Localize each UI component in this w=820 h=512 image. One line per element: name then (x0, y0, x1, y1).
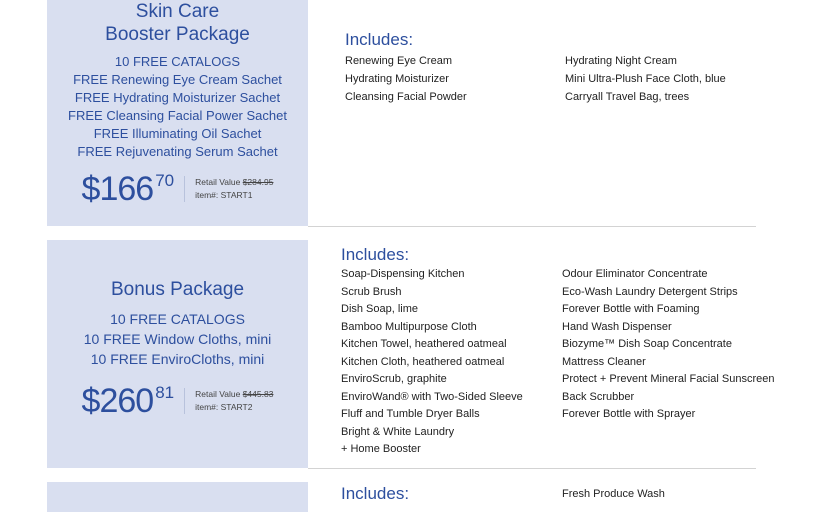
price-cents: 81 (155, 383, 175, 402)
list-item: Hydrating Night Cream (565, 55, 677, 67)
price (82, 382, 175, 420)
includes-heading: Includes: (341, 245, 410, 264)
list-item: Fresh Produce Wash (562, 488, 665, 500)
package-card-skin-care (47, 0, 308, 226)
perk-line: 10 FREE Window Cloths, mini (83, 331, 272, 347)
list-item: Bright & White Laundry (341, 425, 455, 438)
list-item: Dish Soap, lime (341, 303, 419, 315)
perk-line: 10 FREE CATALOGS (110, 311, 245, 327)
list-item: Forever Bottle with Foaming (562, 303, 700, 315)
package-title: Booster Package (105, 24, 250, 45)
list-item: + Home Booster (341, 443, 421, 455)
list-item: Cleansing Facial Powder (345, 91, 467, 103)
list-item: Mattress Cleaner (562, 355, 646, 368)
item-number: item#: START1 (195, 190, 253, 200)
list-item: Back Scrubber (562, 390, 635, 403)
list-item: Biozyme™ Dish Soap Concentrate (562, 338, 732, 350)
item-number: item#: START2 (195, 402, 253, 412)
price (82, 170, 175, 208)
price-meta (184, 176, 273, 202)
price-meta (184, 388, 273, 414)
price-dollars: 166 (99, 170, 154, 208)
package-title: Skin Care (135, 1, 220, 22)
perk-line: FREE Illuminating Oil Sachet (93, 126, 262, 141)
price-row (47, 170, 308, 208)
includes-list-2 (562, 486, 665, 504)
list-item: Kitchen Towel, heathered oatmeal (341, 338, 507, 350)
includes-heading: Includes: (345, 30, 414, 49)
list-item: Fluff and Tumble Dryer Balls (341, 408, 480, 420)
perk-line: FREE Hydrating Moisturizer Sachet (74, 90, 281, 105)
includes-list-1 (345, 52, 467, 106)
list-item: Forever Bottle with Sprayer (562, 408, 696, 420)
price-symbol: $ (81, 382, 100, 420)
list-item: Carryall Travel Bag, trees (565, 91, 690, 103)
list-item: EnviroWand® with Two-Sided Sleeve (341, 390, 523, 403)
list-item: Bamboo Multipurpose Cloth (341, 320, 477, 333)
retail-label: Retail Value (195, 389, 241, 399)
list-item: Protect + Prevent Mineral Facial Sunscreen (562, 373, 775, 385)
list-item: Odour Eliminator Concentrate (562, 268, 708, 280)
list-item: Renewing Eye Cream (345, 55, 452, 67)
package-card-bonus (47, 240, 308, 468)
price-dollars: 260 (99, 382, 154, 420)
package-title: Bonus Package (110, 279, 245, 300)
list-item: Scrub Brush (341, 285, 402, 298)
divider (308, 226, 756, 227)
perk-line: FREE Rejuvenating Serum Sachet (77, 144, 278, 159)
divider (308, 468, 756, 469)
list-item: Eco-Wash Laundry Detergent Strips (562, 285, 738, 298)
package-card-third (47, 482, 308, 512)
includes-list-2 (565, 52, 726, 106)
list-item: Hydrating Moisturizer (345, 73, 449, 85)
includes-list-2 (562, 266, 774, 424)
includes-heading: Includes: (341, 484, 410, 503)
price-cents: 70 (155, 171, 175, 190)
perk-line: FREE Renewing Eye Cream Sachet (73, 72, 282, 87)
price-symbol: $ (81, 170, 100, 208)
includes-list-1 (341, 266, 523, 459)
perk-line: 10 FREE CATALOGS (114, 54, 241, 69)
list-item: Mini Ultra-Plush Face Cloth, blue (565, 73, 726, 85)
retail-label: Retail Value (195, 177, 241, 187)
retail-value: $284.95 (242, 177, 274, 187)
list-item: Hand Wash Dispenser (562, 320, 672, 333)
retail-value: $445.83 (242, 389, 274, 399)
perk-line: FREE Cleansing Facial Power Sachet (68, 108, 287, 123)
price-row (47, 382, 308, 420)
list-item: Soap-Dispensing Kitchen (341, 268, 465, 280)
list-item: Kitchen Cloth, heathered oatmeal (341, 355, 505, 368)
perk-line: 10 FREE EnviroCloths, mini (90, 351, 265, 367)
list-item: EnviroScrub, graphite (341, 373, 447, 385)
